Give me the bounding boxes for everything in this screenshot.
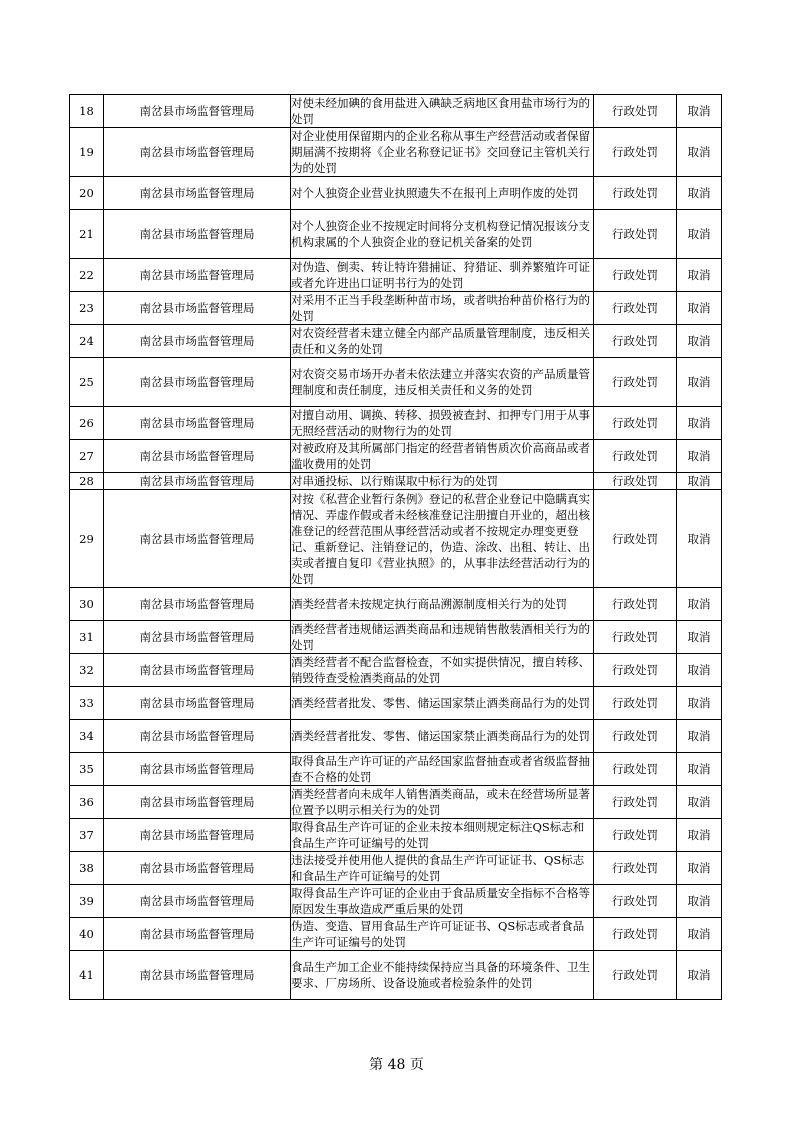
table-row: [70, 490, 722, 588]
row-number: 25: [70, 358, 104, 407]
item-name-cell: 对伪造、倒卖、转让特许猎捕证、狩猎证、驯养繁殖许可证或者允许进出口证明书行为的处罚: [291, 259, 594, 292]
power-type-cell: 行政处罚: [594, 687, 677, 720]
table-row: [70, 473, 722, 490]
action-cell: 取消: [677, 786, 722, 819]
item-name-cell: 对被政府及其所属部门指定的经营者销售质次价高商品或者滥收费用的处罚: [291, 440, 594, 473]
row-number: 37: [70, 819, 104, 852]
table-row: [70, 753, 722, 786]
action-cell: 取消: [677, 687, 722, 720]
row-number: 41: [70, 951, 104, 1000]
item-name-cell: 对擅自动用、调换、转移、损毁被查封、扣押专门用于从事无照经营活动的财物行为的处罚: [291, 407, 594, 440]
action-cell: 取消: [677, 654, 722, 687]
action-cell: 取消: [677, 852, 722, 885]
table-row: [70, 210, 722, 259]
action-cell: 取消: [677, 621, 722, 654]
row-number: 32: [70, 654, 104, 687]
table-row: [70, 588, 722, 621]
row-number: 38: [70, 852, 104, 885]
row-number: 35: [70, 753, 104, 786]
power-type-cell: 行政处罚: [594, 588, 677, 621]
table-row: [70, 259, 722, 292]
action-cell: 取消: [677, 951, 722, 1000]
table-row: [70, 95, 722, 128]
department-cell: 南岔县市场监督管理局: [104, 786, 291, 819]
action-cell: 取消: [677, 210, 722, 259]
power-type-cell: 行政处罚: [594, 819, 677, 852]
department-cell: 南岔县市场监督管理局: [104, 128, 291, 177]
action-cell: 取消: [677, 885, 722, 918]
row-number: 22: [70, 259, 104, 292]
item-name-cell: 酒类经营者批发、零售、储运国家禁止酒类商品行为的处罚: [291, 720, 594, 753]
table-row: [70, 177, 722, 210]
row-number: 24: [70, 325, 104, 358]
action-cell: 取消: [677, 588, 722, 621]
department-cell: 南岔县市场监督管理局: [104, 819, 291, 852]
action-cell: 取消: [677, 128, 722, 177]
item-name-cell: 对企业使用保留期内的企业名称从事生产经营活动或者保留期届满不按期将《企业名称登记证书》交回登记主管机关行为的处罚: [291, 128, 594, 177]
item-name-cell: 酒类经营者不配合监督检查，不如实提供情况，擅自转移、销毁待查受检酒类商品的处罚: [291, 654, 594, 687]
action-cell: 取消: [677, 325, 722, 358]
item-name-cell: 酒类经营者违规储运酒类商品和违规销售散装酒相关行为的处罚: [291, 621, 594, 654]
power-type-cell: 行政处罚: [594, 440, 677, 473]
item-name-cell: 取得食品生产许可证的企业未按本细则规定标注QS标志和食品生产许可证编号的处罚: [291, 819, 594, 852]
power-type-cell: 行政处罚: [594, 786, 677, 819]
action-cell: 取消: [677, 490, 722, 588]
power-type-cell: 行政处罚: [594, 259, 677, 292]
action-cell: 取消: [677, 95, 722, 128]
table-row: [70, 292, 722, 325]
action-cell: 取消: [677, 440, 722, 473]
power-type-cell: 行政处罚: [594, 128, 677, 177]
item-name-cell: 取得食品生产许可证的企业由于食品质量安全指标不合格等原因发生事故造成严重后果的处罚: [291, 885, 594, 918]
power-type-cell: 行政处罚: [594, 490, 677, 588]
action-cell: 取消: [677, 720, 722, 753]
row-number: 26: [70, 407, 104, 440]
item-name-cell: 酒类经营者未按规定执行商品溯源制度相关行为的处罚: [291, 588, 594, 621]
department-cell: 南岔县市场监督管理局: [104, 918, 291, 951]
items-table: [69, 94, 722, 1000]
row-number: 30: [70, 588, 104, 621]
item-name-cell: 违法接受并使用他人提供的食品生产许可证证书、QS标志和食品生产许可证编号的处罚: [291, 852, 594, 885]
table-body: [70, 95, 722, 1000]
item-name-cell: 对按《私营企业暂行条例》登记的私营企业登记中隐瞒真实情况、弄虚作假或者未经核准登记注册擅自开业的，超出核准登记的经营范围从事经营活动或者不按规定办理变更登记、重新登记、注销登记的，伪造、涂改、出租、转让、出卖或者擅自复印《营业执照》的，从事非法经营活动行为的处罚: [291, 490, 594, 588]
row-number: 31: [70, 621, 104, 654]
power-type-cell: 行政处罚: [594, 292, 677, 325]
department-cell: 南岔县市场监督管理局: [104, 259, 291, 292]
power-type-cell: 行政处罚: [594, 720, 677, 753]
power-type-cell: 行政处罚: [594, 918, 677, 951]
item-name-cell: 对个人独资企业营业执照遗失不在报刊上声明作废的处罚: [291, 177, 594, 210]
table-row: [70, 440, 722, 473]
item-name-cell: 对串通投标、以行贿谋取中标行为的处罚: [291, 473, 594, 490]
table-row: [70, 918, 722, 951]
action-cell: 取消: [677, 819, 722, 852]
row-number: 33: [70, 687, 104, 720]
row-number: 27: [70, 440, 104, 473]
power-type-cell: 行政处罚: [594, 95, 677, 128]
row-number: 39: [70, 885, 104, 918]
department-cell: 南岔县市场监督管理局: [104, 852, 291, 885]
item-name-cell: 对采用不正当手段垄断种苗市场，或者哄抬种苗价格行为的处罚: [291, 292, 594, 325]
item-name-cell: 对农资交易市场开办者未依法建立并落实农资的产品质量管理制度和责任制度，违反相关责任和义务的处罚: [291, 358, 594, 407]
table-row: [70, 654, 722, 687]
action-cell: 取消: [677, 918, 722, 951]
table-row: [70, 687, 722, 720]
item-name-cell: 取得食品生产许可证的产品经国家监督抽查或者省级监督抽查不合格的处罚: [291, 753, 594, 786]
department-cell: 南岔县市场监督管理局: [104, 753, 291, 786]
power-type-cell: 行政处罚: [594, 473, 677, 490]
power-type-cell: 行政处罚: [594, 210, 677, 259]
department-cell: 南岔县市场监督管理局: [104, 473, 291, 490]
row-number: 23: [70, 292, 104, 325]
action-cell: 取消: [677, 259, 722, 292]
department-cell: 南岔县市场监督管理局: [104, 885, 291, 918]
department-cell: 南岔县市场监督管理局: [104, 588, 291, 621]
action-cell: 取消: [677, 753, 722, 786]
table-row: [70, 358, 722, 407]
action-cell: 取消: [677, 473, 722, 490]
row-number: 29: [70, 490, 104, 588]
power-type-cell: 行政处罚: [594, 358, 677, 407]
department-cell: 南岔县市场监督管理局: [104, 687, 291, 720]
table-row: [70, 885, 722, 918]
department-cell: 南岔县市场监督管理局: [104, 654, 291, 687]
table-row: [70, 325, 722, 358]
row-number: 20: [70, 177, 104, 210]
action-cell: 取消: [677, 292, 722, 325]
action-cell: 取消: [677, 358, 722, 407]
item-name-cell: 酒类经营者批发、零售、储运国家禁止酒类商品行为的处罚: [291, 687, 594, 720]
row-number: 36: [70, 786, 104, 819]
department-cell: 南岔县市场监督管理局: [104, 210, 291, 259]
row-number: 21: [70, 210, 104, 259]
item-name-cell: 食品生产加工企业不能持续保持应当具备的环境条件、卫生要求、厂房场所、设备设施或者检验条件的处罚: [291, 951, 594, 1000]
department-cell: 南岔县市场监督管理局: [104, 177, 291, 210]
row-number: 34: [70, 720, 104, 753]
table-row: [70, 951, 722, 1000]
department-cell: 南岔县市场监督管理局: [104, 358, 291, 407]
item-name-cell: 酒类经营者向未成年人销售酒类商品，或未在经营场所显著位置予以明示相关行为的处罚: [291, 786, 594, 819]
department-cell: 南岔县市场监督管理局: [104, 621, 291, 654]
department-cell: 南岔县市场监督管理局: [104, 490, 291, 588]
row-number: 28: [70, 473, 104, 490]
power-type-cell: 行政处罚: [594, 407, 677, 440]
power-type-cell: 行政处罚: [594, 177, 677, 210]
item-name-cell: 对个人独资企业不按规定时间将分支机构登记情况报该分支机构隶属的个人独资企业的登记机关备案的处罚: [291, 210, 594, 259]
table-row: [70, 819, 722, 852]
action-cell: 取消: [677, 407, 722, 440]
table-row: [70, 621, 722, 654]
table-row: [70, 786, 722, 819]
power-type-cell: 行政处罚: [594, 621, 677, 654]
department-cell: 南岔县市场监督管理局: [104, 440, 291, 473]
department-cell: 南岔县市场监督管理局: [104, 407, 291, 440]
power-type-cell: 行政处罚: [594, 852, 677, 885]
page-number: 第 48 页: [369, 1057, 424, 1073]
department-cell: 南岔县市场监督管理局: [104, 325, 291, 358]
power-type-cell: 行政处罚: [594, 654, 677, 687]
power-type-cell: 行政处罚: [594, 325, 677, 358]
row-number: 18: [70, 95, 104, 128]
row-number: 19: [70, 128, 104, 177]
action-cell: 取消: [677, 177, 722, 210]
row-number: 40: [70, 918, 104, 951]
department-cell: 南岔县市场监督管理局: [104, 720, 291, 753]
power-type-cell: 行政处罚: [594, 951, 677, 1000]
table-row: [70, 852, 722, 885]
table-row: [70, 407, 722, 440]
table-row: [70, 720, 722, 753]
item-name-cell: 对使未经加碘的食用盐进入碘缺乏病地区食用盐市场行为的处罚: [291, 95, 594, 128]
department-cell: 南岔县市场监督管理局: [104, 95, 291, 128]
table-row: [70, 128, 722, 177]
department-cell: 南岔县市场监督管理局: [104, 292, 291, 325]
item-name-cell: 伪造、变造、冒用食品生产许可证证书、QS标志或者食品生产许可证编号的处罚: [291, 918, 594, 951]
department-cell: 南岔县市场监督管理局: [104, 951, 291, 1000]
power-type-cell: 行政处罚: [594, 885, 677, 918]
item-name-cell: 对农资经营者未建立健全内部产品质量管理制度，违反相关责任和义务的处罚: [291, 325, 594, 358]
power-type-cell: 行政处罚: [594, 753, 677, 786]
